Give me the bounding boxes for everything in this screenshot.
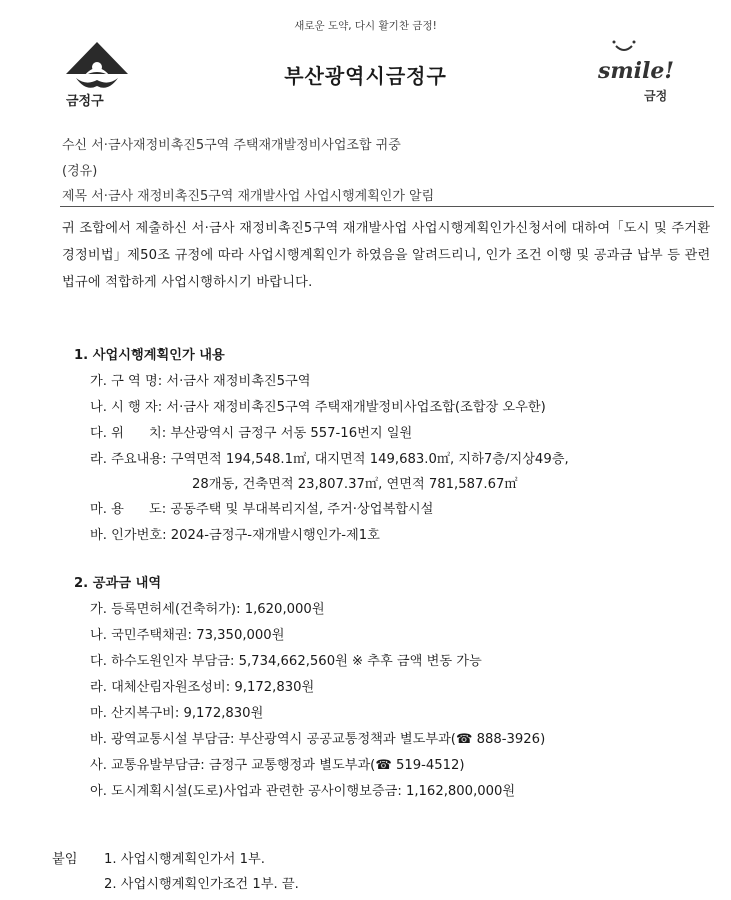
via-line: (경유): [62, 164, 98, 179]
body-paragraph: 귀 조합에서 제출하신 서·금사 재정비촉진5구역 재개발사업 사업시행계획인가신청서에 대하여「도시 및 주거환경정비법」제50조 규정에 따라 사업시행계획인가 하였음을 알려드리니, 인가 조건 이행 및 공과금 납부 등 관련 법규에 적합하게 사업시행하시기 바랍니다.: [62, 221, 711, 290]
smile-logo-text: smile!: [598, 58, 675, 84]
recipient-line: 수신 서·금사재정비촉진5구역 주택재개발정비사업조합 귀중: [62, 138, 401, 153]
smile-logo-sub: 금정: [644, 89, 668, 103]
section1-item: 라. 주요내용: 구역면적 194,548.1㎡, 대지면적 149,683.0㎡, 지하7층/지상49층,: [90, 452, 569, 467]
section1-heading: 1. 사업시행계획인가 내용: [74, 348, 225, 363]
attachment-item: 2. 사업시행계획인가조건 1부. 끝.: [104, 877, 299, 892]
fee-item: 가. 등록면허세(건축허가): 1,620,000원: [90, 602, 325, 617]
attachment-item: 1. 사업시행계획인가서 1부.: [104, 852, 265, 867]
section1-item: 마. 용 도: 공동주택 및 부대복리지설, 주거·상업복합시설: [90, 502, 434, 517]
fee-item: 아. 도시계획시설(도로)사업과 관련한 공사이행보증금: 1,162,800,000원: [90, 784, 516, 799]
fee-item: 나. 국민주택채권: 73,350,000원: [90, 628, 285, 643]
section1-item: 나. 시 행 자: 서·금사 재정비촉진5구역 주택재개발정비사업조합(조합장 오우한): [90, 400, 546, 415]
section1-item: 다. 위 치: 부산광역시 금정구 서동 557-16번지 일원: [90, 426, 413, 441]
fee-item: 다. 하수도원인자 부담금: 5,734,662,560원 ※ 추후 금액 변동 가능: [90, 654, 482, 669]
district-logo-label: 금정구: [66, 94, 104, 109]
section2-heading: 2. 공과금 내역: [74, 576, 162, 591]
section1-item: 바. 인가번호: 2024-금정구-재개발시행인가-제1호: [90, 528, 380, 543]
subject-line: 제목 서·금사 재정비촉진5구역 재개발사업 사업시행계획인가 알림: [62, 189, 435, 204]
org-title: 부산광역시금정구: [284, 64, 447, 88]
slogan: 새로운 도약, 다시 활기찬 금정!: [294, 20, 437, 32]
fee-item: 사. 교통유발부담금: 금정구 교통행정과 별도부과(☎ 519-4512): [90, 758, 465, 773]
attachment-label: 붙임: [52, 852, 78, 867]
fee-item: 마. 산지복구비: 9,172,830원: [90, 706, 264, 721]
fee-item: 바. 광역교통시설 부담금: 부산광역시 공공교통정책과 별도부과(☎ 888-3926): [90, 732, 546, 747]
section1-item: 가. 구 역 명: 서·금사 재정비촉진5구역: [90, 374, 311, 389]
section1-item-continuation: 28개동, 건축면적 23,807.37㎡, 연면적 781,587.67㎡: [192, 477, 518, 492]
fee-item: 라. 대체산림자원조성비: 9,172,830원: [90, 680, 315, 695]
divider: [60, 206, 714, 207]
